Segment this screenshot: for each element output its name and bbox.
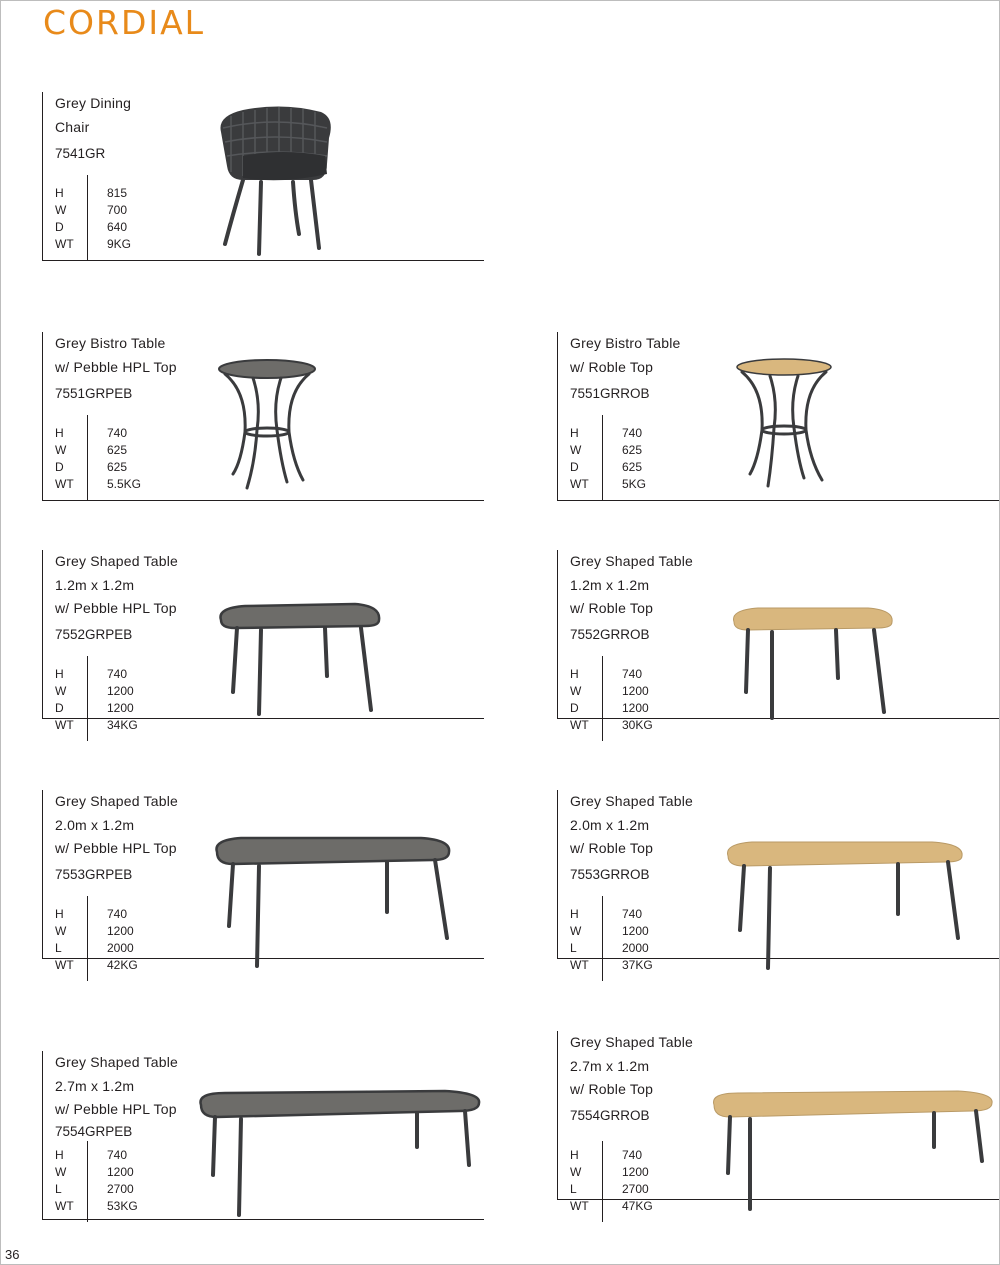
- spec-row: [570, 1181, 690, 1198]
- spec-label: H: [570, 667, 579, 681]
- spec-row: [55, 700, 175, 717]
- spec-value: 9KG: [107, 237, 132, 251]
- product-name: [55, 92, 131, 139]
- product-name-line: w/ Roble Top: [570, 358, 654, 375]
- spec-table: [570, 906, 690, 974]
- spec-label: WT: [570, 718, 589, 732]
- spec-row: [55, 666, 175, 683]
- spec-row: [55, 459, 175, 476]
- spec-value: 700: [107, 203, 128, 217]
- spec-label: W: [570, 443, 582, 457]
- spec-row: [570, 923, 690, 940]
- spec-value: 740: [107, 426, 128, 440]
- spec-value: 1200: [622, 924, 649, 938]
- spec-divider: [602, 1141, 603, 1222]
- spec-label: W: [570, 684, 582, 698]
- spec-value: 625: [107, 460, 128, 474]
- spec-label: W: [570, 1165, 582, 1179]
- spec-value: 2700: [107, 1182, 134, 1196]
- product-name-line: w/ Pebble HPL Top: [55, 840, 177, 856]
- spec-label: W: [55, 684, 67, 698]
- spec-value: 640: [107, 220, 128, 234]
- spec-row: [55, 923, 175, 940]
- spec-value: 2000: [107, 941, 134, 955]
- spec-value: 2000: [622, 941, 649, 955]
- spec-label: W: [570, 924, 582, 938]
- spec-row: [570, 683, 690, 700]
- spec-label: WT: [570, 477, 589, 491]
- product-name: [570, 1031, 693, 1102]
- rect-table-pebble-image: [211, 834, 457, 970]
- bistro-table-roble-image: [728, 350, 848, 495]
- product-code: 7551GRROB: [570, 386, 650, 401]
- spec-label: L: [570, 941, 577, 955]
- spec-table: [570, 425, 690, 493]
- spec-row: [55, 717, 175, 734]
- spec-value: 740: [622, 667, 643, 681]
- spec-value: 2700: [622, 1182, 649, 1196]
- spec-label: W: [55, 443, 67, 457]
- spec-row: [55, 906, 175, 923]
- product-name-line: Chair: [55, 118, 90, 135]
- product-code: 7554GRROB: [570, 1108, 650, 1123]
- spec-value: 42KG: [107, 958, 138, 972]
- spec-value: 30KG: [622, 718, 653, 732]
- spec-label: H: [570, 426, 579, 440]
- spec-row: [55, 940, 175, 957]
- spec-label: WT: [55, 477, 74, 491]
- spec-label: H: [55, 426, 64, 440]
- spec-value: 1200: [622, 1165, 649, 1179]
- spec-row: [55, 219, 175, 236]
- spec-divider: [87, 1141, 88, 1222]
- product-name-line: Grey Bistro Table: [570, 335, 681, 351]
- spec-row: [55, 1147, 175, 1164]
- product-code: 7554GRPEB: [55, 1124, 133, 1139]
- spec-label: H: [570, 1148, 579, 1162]
- spec-value: 1200: [107, 701, 134, 715]
- page-number: 36: [5, 1247, 20, 1262]
- bistro-table-pebble-image: [211, 352, 331, 497]
- product-card: [42, 92, 484, 261]
- product-name-line: 1.2m x 1.2m: [570, 576, 650, 593]
- product-name-line: Grey Shaped Table: [55, 553, 179, 569]
- spec-label: H: [55, 667, 64, 681]
- spec-table: [55, 1147, 175, 1215]
- product-card: [557, 1031, 999, 1213]
- chair-image: [203, 94, 363, 256]
- spec-label: WT: [55, 1199, 74, 1213]
- product-name: [570, 332, 681, 379]
- product-card: [42, 332, 484, 501]
- product-name-line: w/ Pebble HPL Top: [55, 600, 177, 616]
- product-name-line: Grey Shaped Table: [570, 793, 694, 809]
- product-name-line: w/ Pebble HPL Top: [55, 1101, 177, 1117]
- spec-label: H: [570, 907, 579, 921]
- brand-title: CORDIAL: [43, 3, 206, 42]
- product-card: [42, 790, 484, 972]
- product-name-line: w/ Roble Top: [570, 1081, 654, 1097]
- spec-row: [55, 425, 175, 442]
- product-name-line: 1.2m x 1.2m: [55, 576, 135, 593]
- spec-row: [55, 1181, 175, 1198]
- product-card: [557, 790, 999, 972]
- spec-divider: [87, 656, 88, 741]
- spec-row: [570, 442, 690, 459]
- spec-value: 625: [107, 443, 128, 457]
- spec-value: 740: [622, 1148, 643, 1162]
- spec-row: [570, 906, 690, 923]
- spec-row: [570, 459, 690, 476]
- spec-value: 53KG: [107, 1199, 138, 1213]
- spec-value: 740: [107, 907, 128, 921]
- product-name-line: Grey Shaped Table: [570, 553, 694, 569]
- product-name-line: Grey Dining: [55, 95, 132, 111]
- product-code: 7552GRROB: [570, 627, 650, 642]
- spec-label: W: [55, 1165, 67, 1179]
- product-code: 7553GRROB: [570, 867, 650, 882]
- spec-label: WT: [55, 237, 74, 251]
- product-card: [557, 550, 999, 732]
- long-table-pebble-image: [195, 1089, 485, 1219]
- product-name-line: w/ Pebble HPL Top: [55, 358, 177, 375]
- spec-table: [55, 425, 175, 493]
- product-code: 7551GRPEB: [55, 386, 133, 401]
- spec-label: L: [55, 1182, 62, 1196]
- spec-label: H: [55, 907, 64, 921]
- spec-row: [570, 700, 690, 717]
- spec-value: 5.5KG: [107, 477, 142, 491]
- spec-table: [570, 666, 690, 734]
- spec-value: 625: [622, 443, 643, 457]
- product-name-line: Grey Shaped Table: [570, 1034, 694, 1050]
- spec-table: [55, 185, 175, 253]
- spec-table: [570, 1147, 690, 1215]
- spec-row: [570, 666, 690, 683]
- spec-value: 625: [622, 460, 643, 474]
- spec-value: 740: [107, 667, 128, 681]
- product-name: [55, 550, 178, 621]
- spec-value: 1200: [107, 1165, 134, 1179]
- spec-label: D: [55, 460, 64, 474]
- spec-divider: [87, 896, 88, 981]
- spec-value: 1200: [622, 701, 649, 715]
- product-card: [557, 332, 999, 501]
- spec-value: 1200: [107, 924, 134, 938]
- product-name-line: 2.7m x 1.2m: [570, 1057, 650, 1074]
- product-card: [42, 1051, 484, 1220]
- square-table-pebble-image: [215, 602, 385, 718]
- spec-divider: [602, 415, 603, 500]
- spec-value: 37KG: [622, 958, 653, 972]
- spec-label: WT: [55, 958, 74, 972]
- spec-row: [55, 442, 175, 459]
- spec-label: H: [55, 186, 64, 200]
- spec-row: [570, 940, 690, 957]
- spec-label: L: [570, 1182, 577, 1196]
- product-name: [570, 550, 693, 621]
- spec-row: [570, 1147, 690, 1164]
- spec-table: [55, 906, 175, 974]
- spec-value: 1200: [107, 684, 134, 698]
- spec-value: 740: [107, 1148, 128, 1162]
- spec-row: [570, 425, 690, 442]
- product-name-line: 2.0m x 1.2m: [55, 816, 135, 833]
- spec-row: [55, 957, 175, 974]
- square-table-roble-image: [728, 606, 898, 722]
- product-name-line: Grey Shaped Table: [55, 1054, 179, 1070]
- product-name: [55, 790, 178, 861]
- spec-value: 740: [622, 907, 643, 921]
- spec-label: D: [570, 701, 579, 715]
- product-name-line: Grey Bistro Table: [55, 335, 166, 351]
- spec-divider: [602, 896, 603, 981]
- long-table-roble-image: [708, 1089, 996, 1213]
- spec-label: D: [55, 220, 64, 234]
- spec-label: WT: [570, 958, 589, 972]
- spec-row: [570, 1198, 690, 1215]
- spec-row: [570, 717, 690, 734]
- spec-row: [55, 476, 175, 493]
- spec-divider: [87, 175, 88, 260]
- spec-value: 34KG: [107, 718, 138, 732]
- product-card: [42, 550, 484, 732]
- rect-table-roble-image: [722, 840, 968, 972]
- spec-row: [55, 1164, 175, 1181]
- spec-row: [55, 236, 175, 253]
- spec-row: [55, 683, 175, 700]
- spec-table: [55, 666, 175, 734]
- product-name-line: 2.0m x 1.2m: [570, 816, 650, 833]
- spec-value: 5KG: [622, 477, 647, 491]
- spec-divider: [602, 656, 603, 741]
- product-name-line: 2.7m x 1.2m: [55, 1077, 135, 1094]
- product-name: [570, 790, 693, 861]
- spec-label: WT: [55, 718, 74, 732]
- product-name-line: Grey Shaped Table: [55, 793, 179, 809]
- spec-row: [570, 476, 690, 493]
- spec-value: 740: [622, 426, 643, 440]
- product-code: 7541GR: [55, 146, 106, 161]
- spec-label: W: [55, 924, 67, 938]
- spec-divider: [87, 415, 88, 500]
- product-code: 7553GRPEB: [55, 867, 133, 882]
- spec-row: [55, 202, 175, 219]
- product-name: [55, 332, 177, 379]
- spec-value: 815: [107, 186, 128, 200]
- spec-row: [570, 1164, 690, 1181]
- product-name-line: w/ Roble Top: [570, 600, 654, 616]
- spec-row: [55, 1198, 175, 1215]
- spec-row: [570, 957, 690, 974]
- spec-value: 1200: [622, 684, 649, 698]
- spec-row: [55, 185, 175, 202]
- spec-label: L: [55, 941, 62, 955]
- spec-label: D: [570, 460, 579, 474]
- spec-value: 47KG: [622, 1199, 653, 1213]
- spec-label: W: [55, 203, 67, 217]
- spec-label: H: [55, 1148, 64, 1162]
- product-code: 7552GRPEB: [55, 627, 133, 642]
- product-name-line: w/ Roble Top: [570, 840, 654, 856]
- spec-label: WT: [570, 1199, 589, 1213]
- product-name: [55, 1051, 178, 1122]
- spec-label: D: [55, 701, 64, 715]
